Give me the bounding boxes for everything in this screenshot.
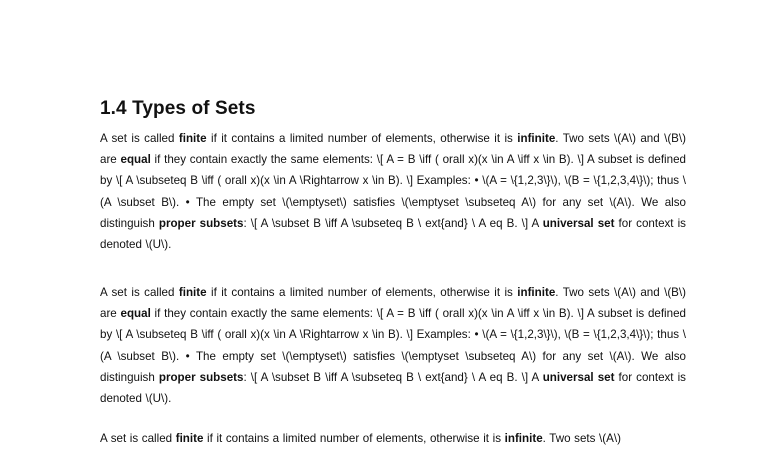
term-equal: equal — [120, 153, 151, 167]
text-run: if they contain exactly the same elements: \[ A = B \iff ( orall x)(x \in A \iff x \in B). \] A subset is defined by \[ A \subseteq B \iff ( orall x)(x \in A \Rightarrow x \in B). \] Examples: • \(A = \{1,2,3\}\), \(B = \{1,2,3,4\}\); thus \(A \subset B\). • The empty set \(\emptyset\) satisfies \(\emptyset \subseteq A\) for any set \(A\). We also distinguish — [100, 307, 686, 384]
section-heading: 1.4 Types of Sets — [100, 98, 256, 119]
text-run: if it contains a limited number of elements, otherwise it is — [206, 286, 518, 299]
text-run: . Two sets \(A\) and \(B\) are — [100, 132, 686, 167]
text-run: A set is called — [100, 432, 176, 445]
term-universal-set: universal set — [542, 370, 615, 384]
term-equal: equal — [120, 307, 151, 321]
body-paragraph-partial — [100, 428, 686, 449]
term-finite: finite — [175, 432, 204, 445]
text-run: : \[ A \subset B \iff A \subseteq B \ ext{and} \ A eq B. \] A — [243, 216, 543, 230]
term-infinite: infinite — [517, 286, 556, 299]
body-paragraph — [100, 128, 686, 255]
text-run: if it contains a limited number of elements, otherwise it is — [206, 132, 518, 145]
body-paragraph — [100, 282, 686, 409]
term-infinite: infinite — [504, 432, 543, 445]
term-finite: finite — [178, 286, 207, 299]
text-run: A set is called — [100, 132, 179, 145]
term-proper-subsets: proper subsets — [158, 370, 244, 384]
term-universal-set: universal set — [542, 216, 615, 230]
text-run: . Two sets \(A\) and \(B\) are — [100, 286, 686, 321]
text-run: . Two sets \(A\) — [542, 432, 621, 445]
text-run: for context is denoted \(U\). — [100, 370, 686, 406]
text-run: for context is denoted \(U\). — [100, 216, 686, 252]
text-run: if they contain exactly the same elements: \[ A = B \iff ( orall x)(x \in A \iff x \in B). \] A subset is defined by \[ A \subseteq B \iff ( orall x)(x \in A \Rightarrow x \in B). \] Examples: • \(A = \{1,2,3\}\), \(B = \{1,2,3,4\}\); thus \(A \subset B\). • The empty set \(\emptyset\) satisfies \(\emptyset \subseteq A\) for any set \(A\). We also distinguish — [100, 153, 686, 230]
term-proper-subsets: proper subsets — [158, 216, 244, 230]
term-finite: finite — [178, 132, 207, 145]
text-run: if it contains a limited number of elements, otherwise it is — [203, 432, 505, 445]
text-run: : \[ A \subset B \iff A \subseteq B \ ext{and} \ A eq B. \] A — [243, 370, 543, 384]
text-run: A set is called — [100, 286, 179, 299]
term-infinite: infinite — [517, 132, 556, 145]
